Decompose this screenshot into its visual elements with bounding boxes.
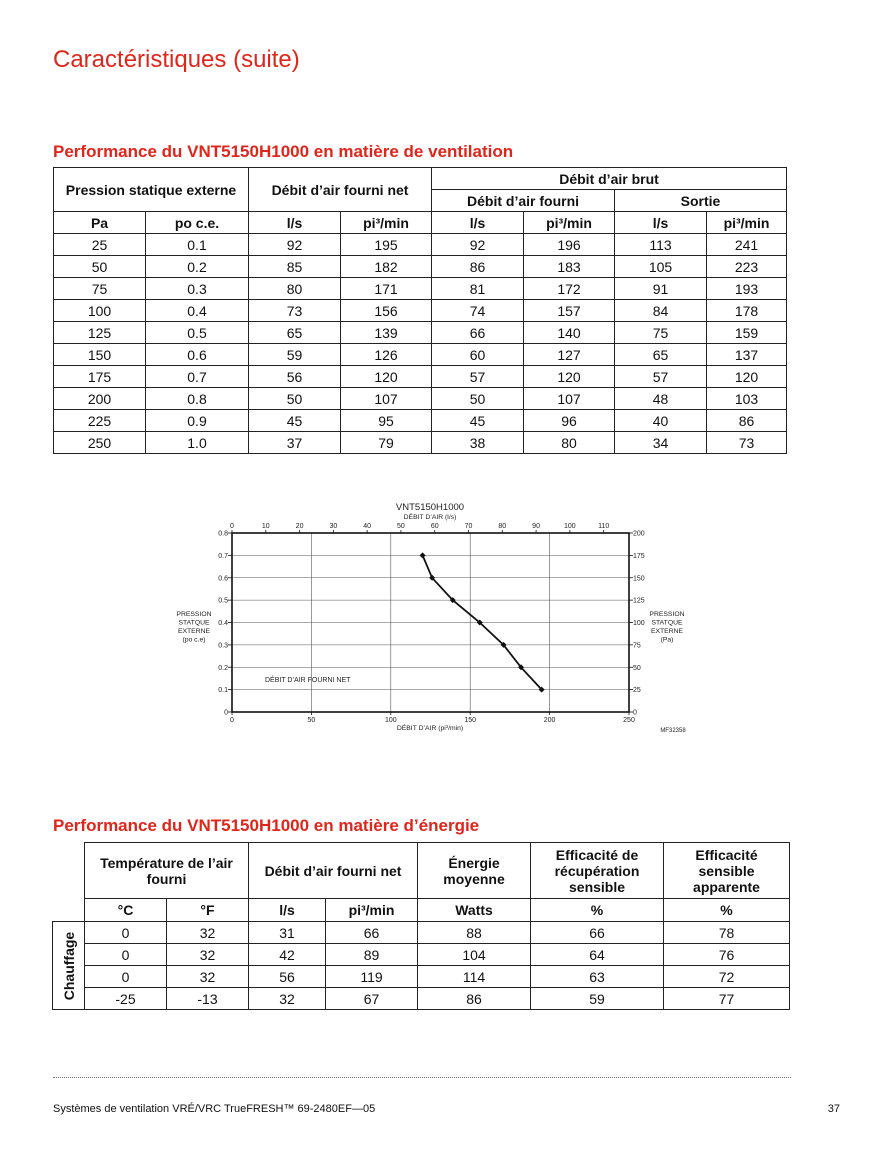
table-row [54,234,787,256]
unit-header: pi³/min [524,212,615,234]
table-cell: 50 [249,388,341,410]
table-cell: 140 [524,322,615,344]
table-cell: 86 [418,988,531,1010]
table-cell: 45 [249,410,341,432]
table-cell: 156 [341,300,432,322]
table-cell: 0.8 [146,388,249,410]
table-cell: 250 [54,432,146,454]
table-row [54,278,787,300]
table-cell: 183 [524,256,615,278]
unit-header: Pa [54,212,146,234]
table-cell: 31 [249,922,326,944]
table-cell: 0 [85,944,167,966]
top-tick-label: 40 [363,523,372,530]
table-row [53,922,790,944]
table-cell: 0 [85,922,167,944]
unit-header: po c.e. [146,212,249,234]
table-cell: 0.3 [146,278,249,300]
table-row [54,432,787,454]
right-tick-label: 150 [633,575,645,583]
table-cell: 241 [707,234,787,256]
table-cell: 32 [167,922,249,944]
right-tick-label: 200 [633,530,645,538]
ventilation-table-body [54,234,787,454]
data-point [420,552,426,558]
table-cell: 223 [707,256,787,278]
x-tick-label: 200 [543,717,556,724]
table-cell: 225 [54,410,146,432]
left-axis-label-line: STATQUE [178,619,210,627]
table-cell: 120 [524,366,615,388]
table-cell: 48 [615,388,707,410]
table-cell: 103 [707,388,787,410]
unit-header: pi³/min [326,899,418,922]
table-cell: 80 [249,278,341,300]
unit-header: °C [85,899,167,922]
table-cell: 66 [326,922,418,944]
table-cell: 64 [531,944,664,966]
table-cell: 171 [341,278,432,300]
table-cell: 119 [326,966,418,988]
table-cell: 72 [664,966,790,988]
table-cell: 50 [54,256,146,278]
ventilation-table [53,167,787,454]
table-cell: 32 [249,988,326,1010]
right-tick-label: 125 [633,597,645,605]
table-cell: 105 [615,256,707,278]
table-cell: 172 [524,278,615,300]
right-axis-label-line: EXTERNE [650,628,684,635]
top-tick-label: 110 [598,523,610,530]
unit-header: l/s [615,212,707,234]
table-cell: 38 [432,432,524,454]
right-tick-label: 100 [633,620,645,627]
table-row [54,300,787,322]
energy-table [52,842,790,1010]
table-cell: 81 [432,278,524,300]
header-net-airflow: Débit d’air fourni net [249,168,432,212]
left-axis-label-line: (po c.e) [182,636,206,644]
table-cell: 32 [167,966,249,988]
header-air-temperature: Température de l’air fourni [85,843,249,899]
y-tick-label: 0.5 [218,597,228,605]
table-cell: 73 [707,432,787,454]
table-cell: 66 [531,922,664,944]
table-cell: 137 [707,344,787,366]
right-axis-label-line: PRESSION [649,611,685,618]
unit-header: pi³/min [707,212,787,234]
table-cell: 89 [326,944,418,966]
top-tick-label: 80 [498,523,507,530]
footer-divider [53,1077,791,1078]
table-cell: 42 [249,944,326,966]
table-cell: 150 [54,344,146,366]
top-tick-label: 20 [295,523,304,530]
table-cell: 50 [432,388,524,410]
left-axis-label-line: PRESSION [176,611,212,618]
unit-header: l/s [249,899,326,922]
table-cell: 75 [615,322,707,344]
header-average-energy: Énergie moyenne [418,843,531,899]
table-cell: 78 [664,922,790,944]
ventilation-section-title: Performance du VNT5150H1000 en matière de ventilation [53,142,514,161]
table-cell: 86 [432,256,524,278]
table-cell: 0.7 [146,366,249,388]
table-cell: 76 [664,944,790,966]
table-cell: 113 [615,234,707,256]
table-cell: 120 [341,366,432,388]
table-cell: -25 [85,988,167,1010]
x-tick-label: 150 [464,717,477,724]
table-cell: 120 [707,366,787,388]
table-cell: 125 [54,322,146,344]
table-cell: 57 [432,366,524,388]
right-tick-label: 50 [633,664,641,672]
right-axis-label-line: (Pa) [660,636,674,644]
table-row [54,366,787,388]
top-tick-label: 100 [564,523,576,530]
header-supplied-airflow: Débit d’air fourni [432,190,615,212]
table-row [53,988,790,1010]
y-tick-label: 0 [224,709,228,717]
table-cell: 0.2 [146,256,249,278]
table-cell: 59 [531,988,664,1010]
page-number: 37 [827,1103,840,1115]
table-row [53,966,790,988]
table-cell: 100 [54,300,146,322]
top-tick-label: 60 [430,523,439,530]
table-cell: 114 [418,966,531,988]
table-cell: 59 [249,344,341,366]
x-tick-label: 250 [623,717,635,724]
header-sensible-recovery: Efficacité de récupération sensible [531,843,664,899]
y-tick-label: 0.2 [218,664,228,672]
top-tick-label: 0 [230,523,234,530]
empty-corner-cell [53,843,85,899]
table-cell: 195 [341,234,432,256]
table-cell: 0 [85,966,167,988]
header-net-airflow: Débit d’air fourni net [249,843,418,899]
header-external-pressure: Pression statique externe [54,168,249,212]
table-cell: 86 [707,410,787,432]
chart-title: VNT5150H1000 [395,502,465,513]
table-cell: 60 [432,344,524,366]
table-cell: 84 [615,300,707,322]
y-tick-label: 0.6 [218,575,228,583]
table-cell: 0.1 [146,234,249,256]
table-cell: 175 [54,366,146,388]
table-cell: 127 [524,344,615,366]
table-cell: 34 [615,432,707,454]
table-cell: 157 [524,300,615,322]
figure-code: MF32358 [660,728,686,734]
table-cell: 63 [531,966,664,988]
top-tick-label: 10 [261,523,270,530]
table-cell: 66 [432,322,524,344]
y-tick-label: 0.4 [218,620,228,627]
table-cell: 1.0 [146,432,249,454]
header-exhaust: Sortie [615,190,787,212]
left-axis-label-line: EXTERNE [177,628,211,635]
table-cell: 25 [54,234,146,256]
unit-header: Watts [418,899,531,922]
table-cell: 104 [418,944,531,966]
x-axis-label: DÉBIT D’AIR (pi³/min) [396,725,464,732]
table-cell: 178 [707,300,787,322]
table-cell: 193 [707,278,787,300]
table-cell: 80 [524,432,615,454]
table-row [54,388,787,410]
table-cell: 196 [524,234,615,256]
right-tick-label: 175 [633,552,645,560]
table-cell: 67 [326,988,418,1010]
table-cell: 95 [341,410,432,432]
table-row [53,944,790,966]
footer-text: Systèmes de ventilation VRÉ/VRC TrueFRESH™ 69-2480EF—05 [53,1103,376,1115]
series-label: DÉBIT D’AIR FOURNI NET [265,677,351,684]
unit-header: °F [167,899,249,922]
table-cell: 0.6 [146,344,249,366]
row-group-cell [53,922,85,1010]
table-row [54,322,787,344]
page-title: Caractéristiques (suite) [53,46,300,73]
table-cell: 40 [615,410,707,432]
table-cell: 0.9 [146,410,249,432]
energy-table-body [53,922,790,1010]
y-tick-label: 0.7 [218,552,228,560]
table-cell: 32 [167,944,249,966]
x-tick-label: 100 [384,717,397,724]
table-cell: 65 [249,322,341,344]
table-cell: 56 [249,366,341,388]
unit-header: % [531,899,664,922]
table-cell: 74 [432,300,524,322]
table-cell: 57 [615,366,707,388]
header-gross-airflow: Débit d’air brut [432,168,787,190]
right-tick-label: 25 [633,687,641,695]
y-tick-label: 0.1 [218,687,228,695]
table-cell: 126 [341,344,432,366]
top-axis-label: DÉBIT D’AIR (l/s) [403,514,457,521]
ventilation-chart [170,498,700,738]
right-tick-label: 75 [633,642,641,650]
top-tick-label: 90 [532,523,540,530]
table-cell: 45 [432,410,524,432]
unit-header: pi³/min [341,212,432,234]
table-cell: 85 [249,256,341,278]
table-row [54,256,787,278]
unit-header: l/s [249,212,341,234]
table-cell: 0.5 [146,322,249,344]
table-cell: 107 [341,388,432,410]
table-cell: 159 [707,322,787,344]
table-row [54,410,787,432]
top-tick-label: 30 [329,523,338,530]
table-cell: 200 [54,388,146,410]
unit-header: l/s [432,212,524,234]
y-tick-label: 0.8 [218,530,228,538]
table-cell: 37 [249,432,341,454]
right-axis-label-line: STATQUE [651,619,683,627]
table-cell: 182 [341,256,432,278]
unit-header: % [664,899,790,922]
table-cell: 65 [615,344,707,366]
table-cell: 75 [54,278,146,300]
table-cell: 96 [524,410,615,432]
y-tick-label: 0.3 [218,642,228,650]
table-cell: -13 [167,988,249,1010]
table-cell: 107 [524,388,615,410]
top-tick-label: 50 [397,523,405,530]
right-tick-label: 0 [633,709,637,717]
table-cell: 92 [249,234,341,256]
x-tick-label: 50 [307,717,316,724]
empty-corner-cell [53,899,85,922]
energy-section-title: Performance du VNT5150H1000 en matière d’énergie [53,816,480,835]
table-cell: 88 [418,922,531,944]
table-row [54,344,787,366]
table-cell: 79 [341,432,432,454]
table-cell: 139 [341,322,432,344]
header-apparent-sensible: Efficacité sensible apparente [664,843,790,899]
table-cell: 0.4 [146,300,249,322]
row-group-label: Chauffage [60,931,77,1000]
table-cell: 91 [615,278,707,300]
table-cell: 92 [432,234,524,256]
table-cell: 56 [249,966,326,988]
top-tick-label: 70 [464,523,473,530]
x-tick-label: 0 [230,717,234,724]
table-cell: 77 [664,988,790,1010]
table-cell: 73 [249,300,341,322]
